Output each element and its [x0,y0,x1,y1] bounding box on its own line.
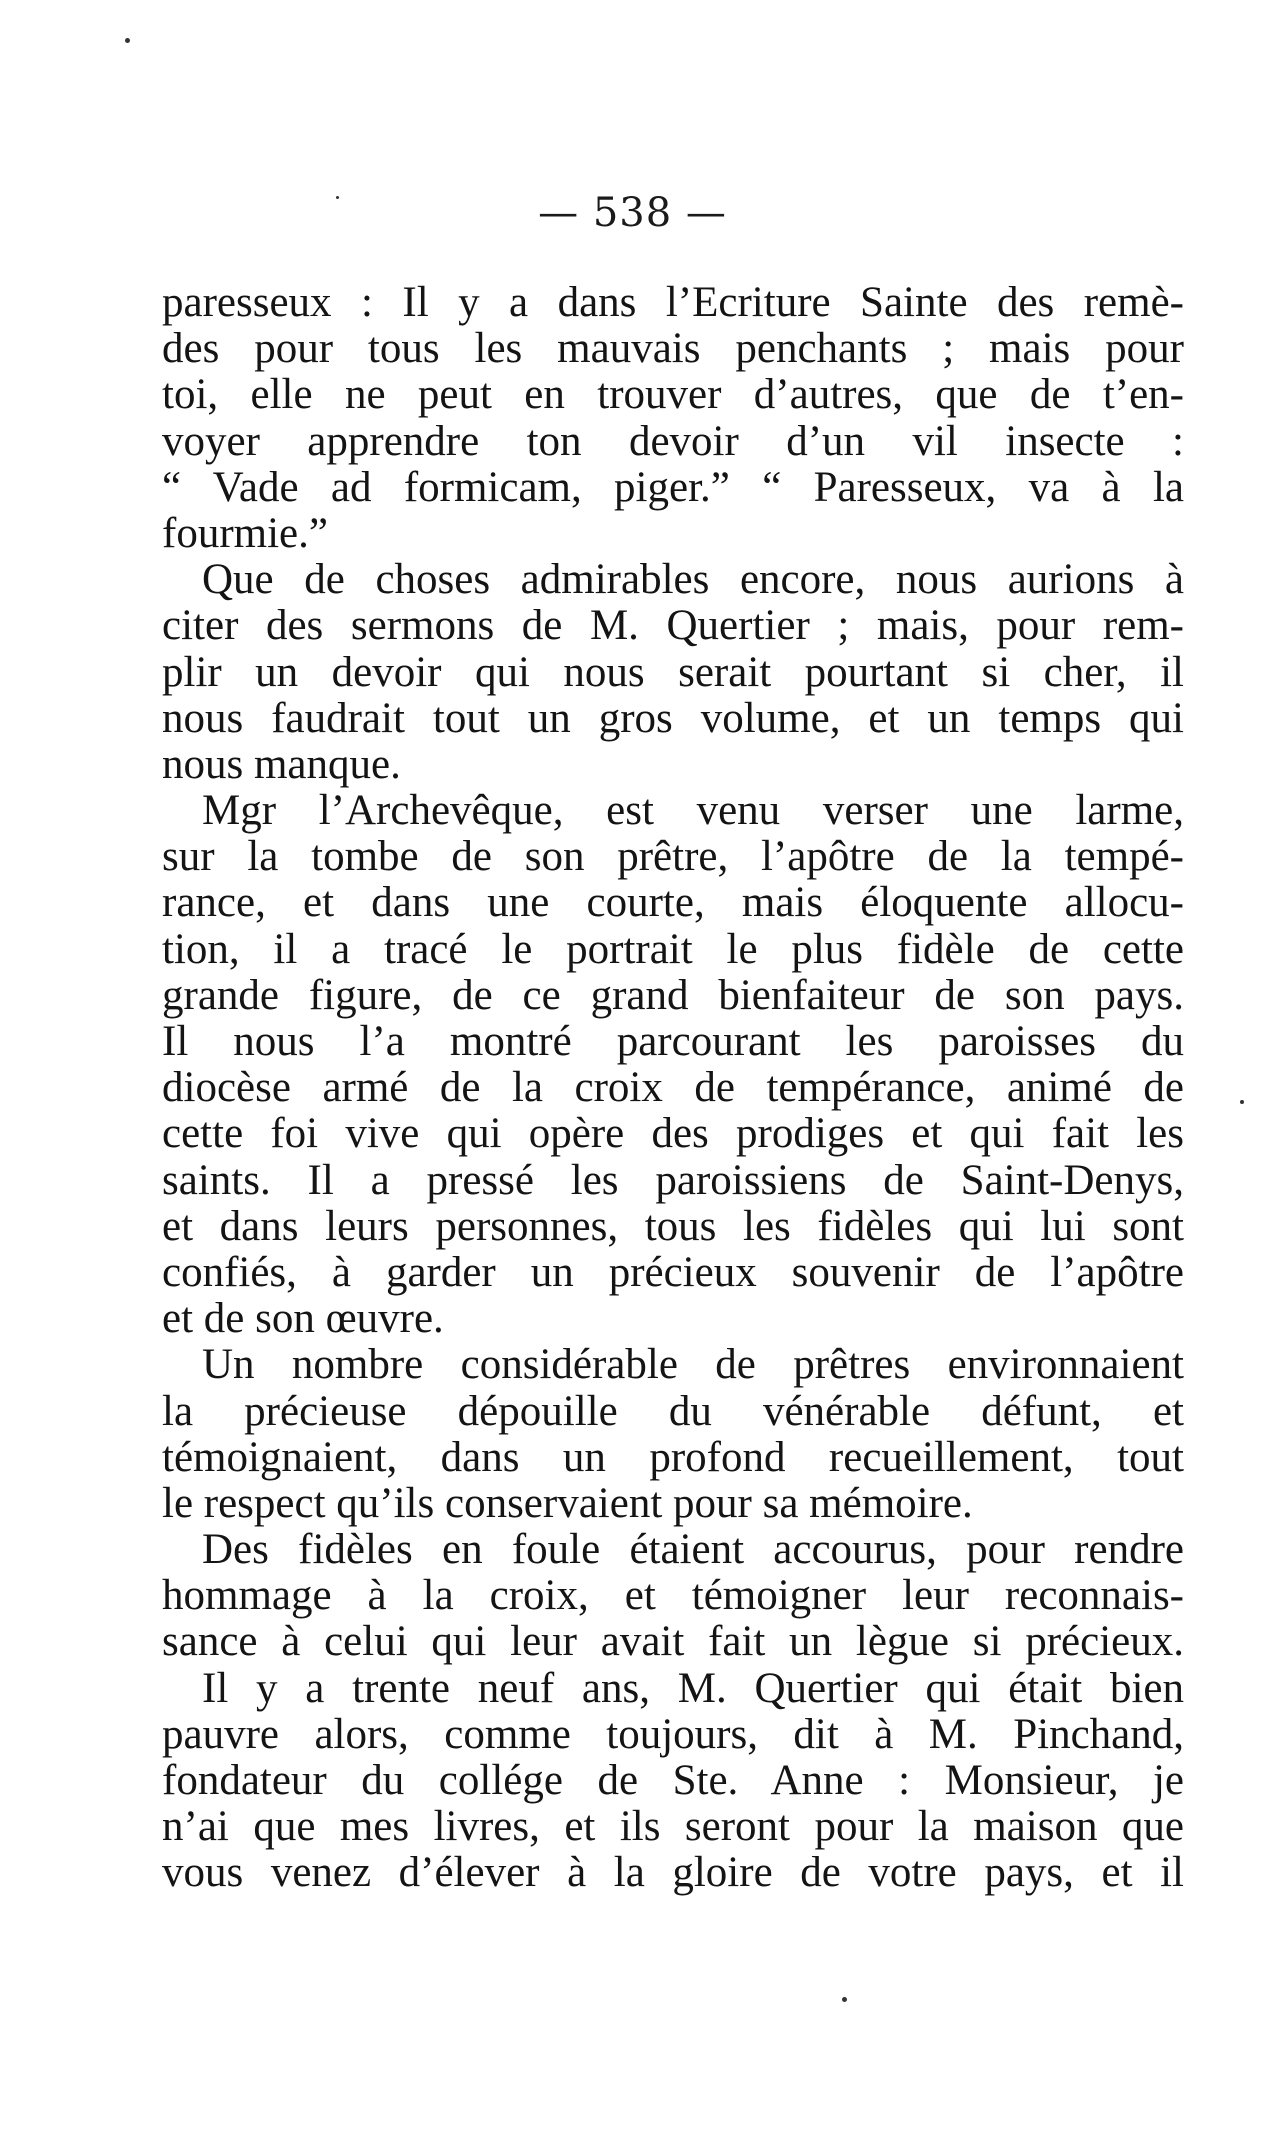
page-number: — 538 — [538,190,727,236]
text-line: saints. Il a pressé les paroissiens de Saint-Denys, [162,1156,1184,1204]
text-line: Que de choses admirables encore, nous aurions à [202,556,1184,604]
text-line: le respect qu’ils conservaient pour sa mémoire. [162,1479,973,1527]
text-line: grande figure, de ce grand bienfaiteur de son pays. [162,971,1184,1019]
text-line: sur la tombe de son prêtre, l’apôtre de la tempé- [162,833,1184,881]
text-line: la précieuse dépouille du vénérable défunt, et [162,1387,1184,1435]
text-line: et dans leurs personnes, tous les fidèles qui lui sont [162,1202,1184,1250]
text-line: des pour tous les mauvais penchants ; mais pour [162,325,1184,373]
text-line: vous venez d’élever à la gloire de votre pays, et il [162,1849,1184,1897]
text-line: rance, et dans une courte, mais éloquente allocu- [162,879,1184,927]
text-line: nous manque. [162,740,401,788]
paper-speck [842,1997,847,2002]
paper-speck [125,38,130,43]
text-line: voyer apprendre ton devoir d’un vil insecte : [162,417,1184,465]
text-line: paresseux : Il y a dans l’Ecriture Sainte des remè- [162,279,1184,326]
text-line: et de son œuvre. [162,1295,444,1343]
text-line: témoignaient, dans un profond recueillement, tout [162,1433,1184,1481]
text-line: cette foi vive qui opère des prodiges et qui fait les [162,1110,1184,1158]
text-line: nous faudrait tout un gros volume, et un temps qui [162,694,1184,742]
text-line: Il y a trente neuf ans, M. Quertier qui était bien [202,1664,1184,1712]
text-line: “ Vade ad formicam, piger.” “ Paresseux, va à la [162,463,1184,511]
text-line: pauvre alors, comme toujours, dit à M. Pinchand, [162,1710,1184,1758]
text-line: fondateur du collége de Ste. Anne : Monsieur, je [162,1757,1184,1804]
text-line: Mgr l’Archevêque, est venu verser une larme, [202,787,1184,835]
text-line: fourmie.” [162,509,328,557]
text-line: sance à celui qui leur avait fait un lègue si précieux. [162,1618,1184,1666]
text-line: citer des sermons de M. Quertier ; mais, pour rem- [162,602,1184,650]
page-body-text [162,280,1184,1897]
text-line: diocèse armé de la croix de tempérance, animé de [162,1064,1184,1112]
paper-speck [1240,1100,1244,1104]
paper-speck [336,196,339,199]
text-line: n’ai que mes livres, et ils seront pour la maison que [162,1803,1184,1851]
text-line: Des fidèles en foule étaient accourus, pour rendre [202,1526,1184,1574]
text-line: Un nombre considérable de prêtres environnaient [202,1341,1184,1389]
text-line: plir un devoir qui nous serait pourtant si cher, il [162,648,1184,696]
text-line: tion, il a tracé le portrait le plus fidèle de cette [162,925,1184,973]
text-line: hommage à la croix, et témoigner leur reconnais- [162,1572,1184,1620]
text-line: Il nous l’a montré parcourant les paroisses du [162,1018,1184,1065]
text-line: toi, elle ne peut en trouver d’autres, que de t’en- [162,371,1184,419]
text-line: confiés, à garder un précieux souvenir de l’apôtre [162,1248,1184,1296]
